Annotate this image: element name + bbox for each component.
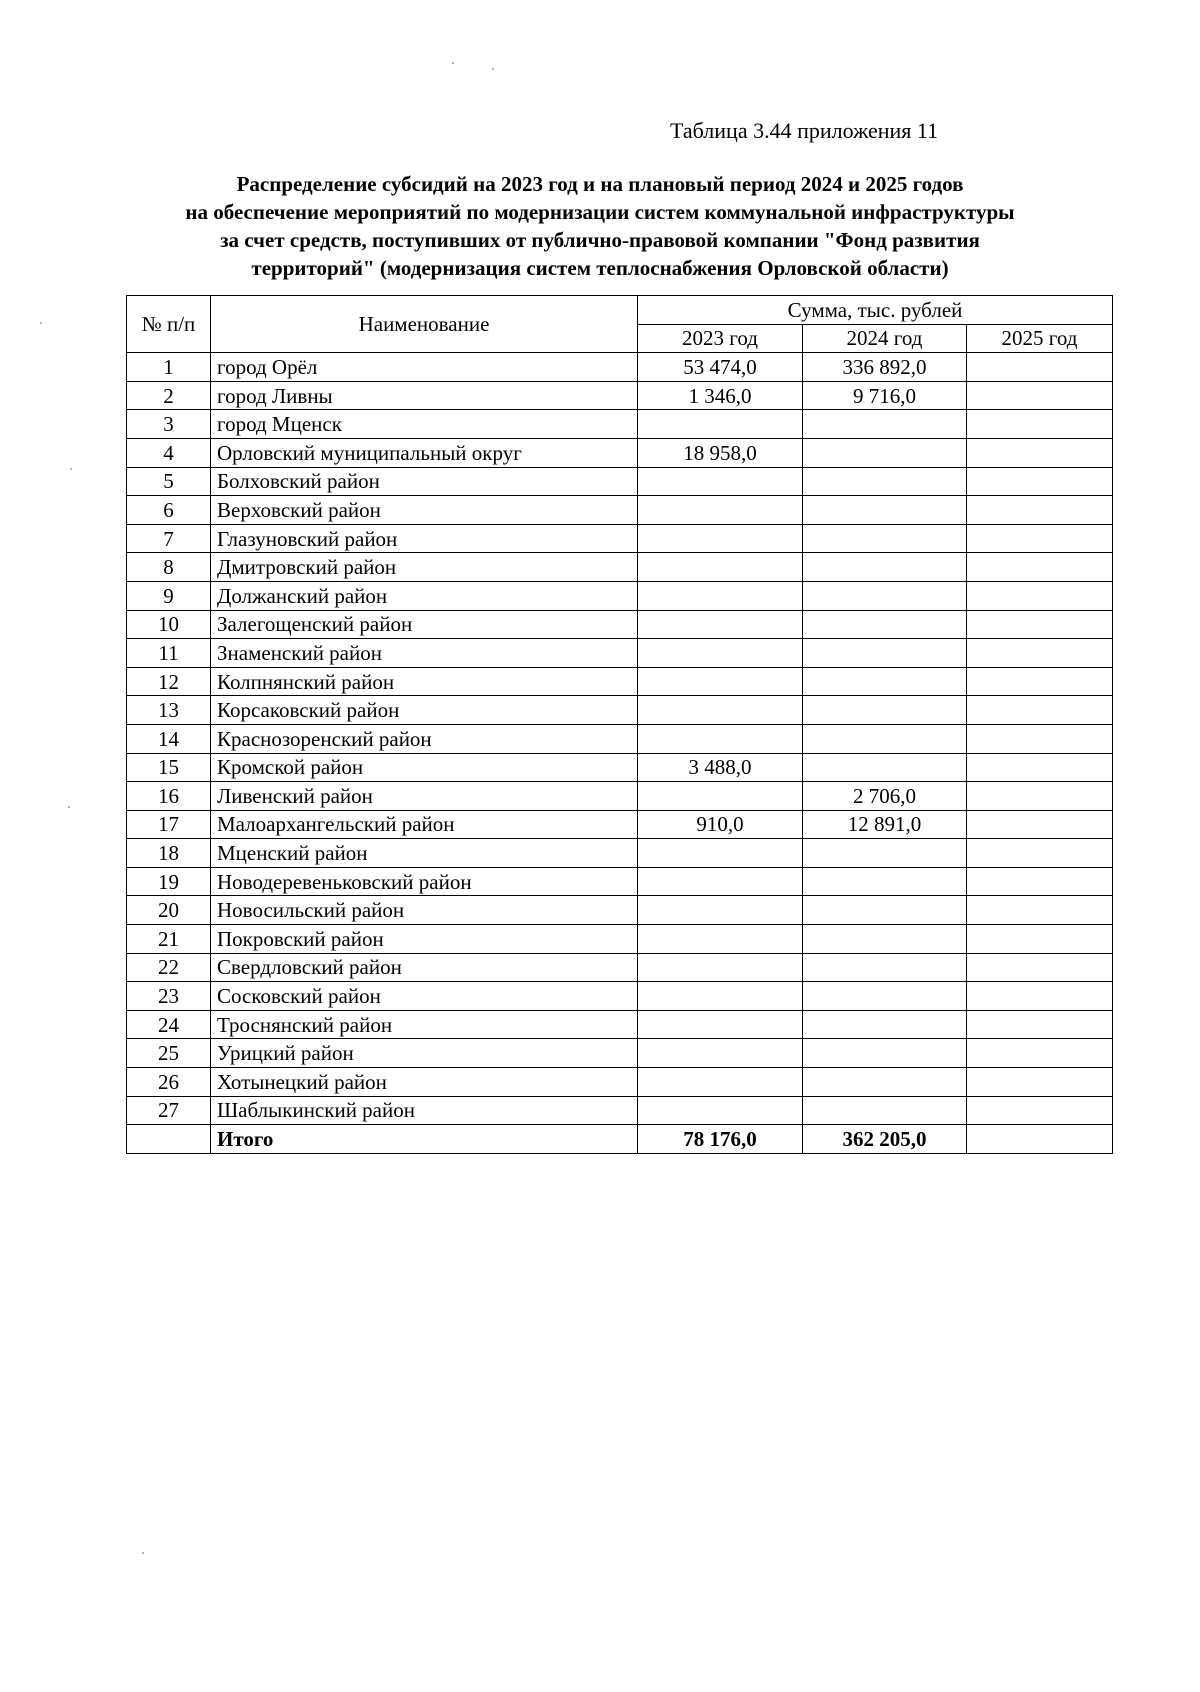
row-value-2025 (967, 410, 1113, 439)
table-row (127, 438, 1113, 467)
row-number: 9 (127, 581, 211, 610)
row-value-2025 (967, 839, 1113, 868)
row-number: 27 (127, 1096, 211, 1125)
row-value-2023 (638, 610, 803, 639)
scan-speck (142, 1552, 144, 1554)
row-name: Краснозоренский район (211, 724, 638, 753)
table-row (127, 867, 1113, 896)
row-value-2023 (638, 639, 803, 668)
header-number: № п/п (127, 296, 211, 353)
row-name: Мценский район (211, 839, 638, 868)
scan-speck (70, 468, 72, 470)
row-value-2023: 1 346,0 (638, 381, 803, 410)
table-row (127, 1068, 1113, 1097)
row-name: Троснянский район (211, 1010, 638, 1039)
row-number: 20 (127, 896, 211, 925)
row-name: Орловский муниципальный округ (211, 438, 638, 467)
row-value-2024 (803, 667, 967, 696)
row-value-2023 (638, 696, 803, 725)
scan-speck (40, 322, 42, 324)
row-name: Глазуновский район (211, 524, 638, 553)
row-name: Малоархангельский район (211, 810, 638, 839)
row-value-2025 (967, 810, 1113, 839)
row-value-2025 (967, 639, 1113, 668)
table-row (127, 581, 1113, 610)
table-row (127, 896, 1113, 925)
row-number: 21 (127, 925, 211, 954)
row-value-2024 (803, 1096, 967, 1125)
row-value-2024 (803, 839, 967, 868)
table-reference: Таблица 3.44 приложения 11 (670, 118, 939, 143)
row-value-2023 (638, 467, 803, 496)
row-name: Залегощенский район (211, 610, 638, 639)
subsidy-table (126, 295, 1113, 1154)
row-name: Болховский район (211, 467, 638, 496)
row-value-2024 (803, 753, 967, 782)
row-value-2025 (967, 1039, 1113, 1068)
row-value-2024 (803, 696, 967, 725)
row-value-2025 (967, 667, 1113, 696)
row-name: Колпнянский район (211, 667, 638, 696)
row-value-2024 (803, 467, 967, 496)
row-value-2023 (638, 867, 803, 896)
total-2025 (967, 1125, 1113, 1154)
row-value-2024 (803, 925, 967, 954)
row-value-2024 (803, 867, 967, 896)
row-number: 2 (127, 381, 211, 410)
row-value-2024: 2 706,0 (803, 782, 967, 811)
row-value-2023: 18 958,0 (638, 438, 803, 467)
row-value-2024: 336 892,0 (803, 353, 967, 382)
row-number: 1 (127, 353, 211, 382)
table-row (127, 467, 1113, 496)
row-value-2024 (803, 982, 967, 1011)
title-line: за счет средств, поступивших от публично-правовой компании "Фонд развития (220, 228, 980, 252)
row-value-2023 (638, 1068, 803, 1097)
table-row (127, 696, 1113, 725)
row-value-2024 (803, 410, 967, 439)
total-row (127, 1125, 1113, 1154)
scan-speck (452, 62, 454, 64)
row-value-2025 (967, 581, 1113, 610)
row-value-2024 (803, 581, 967, 610)
table-row (127, 667, 1113, 696)
title-line: Распределение субсидий на 2023 год и на плановый период 2024 и 2025 годов (236, 172, 964, 196)
row-value-2025 (967, 438, 1113, 467)
row-name: город Мценск (211, 410, 638, 439)
table-row (127, 381, 1113, 410)
table-row (127, 524, 1113, 553)
row-number: 16 (127, 782, 211, 811)
row-value-2023 (638, 1039, 803, 1068)
row-name: Свердловский район (211, 953, 638, 982)
row-number: 26 (127, 1068, 211, 1097)
row-number: 19 (127, 867, 211, 896)
table-row (127, 953, 1113, 982)
row-value-2025 (967, 610, 1113, 639)
row-number: 10 (127, 610, 211, 639)
row-name: Урицкий район (211, 1039, 638, 1068)
scan-speck (492, 68, 494, 70)
row-value-2024 (803, 1010, 967, 1039)
total-2024: 362 205,0 (803, 1125, 967, 1154)
row-value-2025 (967, 524, 1113, 553)
row-number: 24 (127, 1010, 211, 1039)
row-value-2024 (803, 1039, 967, 1068)
row-number: 3 (127, 410, 211, 439)
row-value-2025 (967, 724, 1113, 753)
row-name: Новодеревеньковский район (211, 867, 638, 896)
total-number (127, 1125, 211, 1154)
row-value-2023: 910,0 (638, 810, 803, 839)
row-value-2024 (803, 438, 967, 467)
total-label: Итого (211, 1125, 638, 1154)
row-number: 6 (127, 496, 211, 525)
row-value-2025 (967, 553, 1113, 582)
row-value-2024 (803, 610, 967, 639)
row-name: Корсаковский район (211, 696, 638, 725)
header-sum: Сумма, тыс. рублей (638, 296, 1113, 325)
title-line: территорий" (модернизация систем теплоснабжения Орловской области) (251, 256, 949, 280)
row-name: Знаменский район (211, 639, 638, 668)
row-number: 13 (127, 696, 211, 725)
row-value-2023: 53 474,0 (638, 353, 803, 382)
row-value-2023 (638, 553, 803, 582)
row-number: 4 (127, 438, 211, 467)
row-number: 15 (127, 753, 211, 782)
row-number: 17 (127, 810, 211, 839)
row-name: Верховский район (211, 496, 638, 525)
table-row (127, 1010, 1113, 1039)
row-value-2024 (803, 896, 967, 925)
row-name: Новосильский район (211, 896, 638, 925)
row-value-2025 (967, 782, 1113, 811)
row-value-2024: 12 891,0 (803, 810, 967, 839)
document-title (100, 170, 1100, 282)
scan-speck (68, 806, 70, 808)
total-2023: 78 176,0 (638, 1125, 803, 1154)
row-value-2025 (967, 953, 1113, 982)
row-name: город Орёл (211, 353, 638, 382)
table-row (127, 353, 1113, 382)
header-year-2025: 2025 год (967, 324, 1113, 353)
row-value-2023 (638, 496, 803, 525)
table-row (127, 753, 1113, 782)
row-name: Дмитровский район (211, 553, 638, 582)
row-number: 14 (127, 724, 211, 753)
row-value-2025 (967, 1068, 1113, 1097)
row-value-2023 (638, 782, 803, 811)
row-value-2024 (803, 496, 967, 525)
row-value-2025 (967, 896, 1113, 925)
row-name: город Ливны (211, 381, 638, 410)
row-value-2023 (638, 724, 803, 753)
table-row (127, 1096, 1113, 1125)
row-name: Ливенский район (211, 782, 638, 811)
title-line: на обеспечение мероприятий по модернизации систем коммунальной инфраструктуры (185, 200, 1015, 224)
table-row (127, 724, 1113, 753)
row-value-2023 (638, 953, 803, 982)
row-value-2025 (967, 1010, 1113, 1039)
row-number: 8 (127, 553, 211, 582)
row-value-2025 (967, 925, 1113, 954)
row-name: Хотынецкий район (211, 1068, 638, 1097)
header-year-2024: 2024 год (803, 324, 967, 353)
row-value-2023 (638, 925, 803, 954)
table-row (127, 1039, 1113, 1068)
table-row (127, 982, 1113, 1011)
row-value-2025 (967, 982, 1113, 1011)
row-value-2025 (967, 381, 1113, 410)
row-value-2025 (967, 753, 1113, 782)
row-name: Должанский район (211, 581, 638, 610)
row-value-2024 (803, 639, 967, 668)
row-value-2023 (638, 1096, 803, 1125)
row-number: 12 (127, 667, 211, 696)
row-value-2023 (638, 1010, 803, 1039)
row-value-2023 (638, 581, 803, 610)
row-value-2024 (803, 724, 967, 753)
table-row (127, 496, 1113, 525)
row-number: 23 (127, 982, 211, 1011)
row-number: 18 (127, 839, 211, 868)
row-number: 22 (127, 953, 211, 982)
row-value-2025 (967, 496, 1113, 525)
row-name: Сосковский район (211, 982, 638, 1011)
row-value-2024: 9 716,0 (803, 381, 967, 410)
row-name: Кромской район (211, 753, 638, 782)
row-value-2025 (967, 696, 1113, 725)
table-row (127, 553, 1113, 582)
row-number: 5 (127, 467, 211, 496)
row-value-2024 (803, 1068, 967, 1097)
table-row (127, 782, 1113, 811)
row-value-2025 (967, 1096, 1113, 1125)
row-value-2023 (638, 667, 803, 696)
row-value-2023: 3 488,0 (638, 753, 803, 782)
table-row (127, 839, 1113, 868)
table-row (127, 639, 1113, 668)
row-value-2024 (803, 553, 967, 582)
row-value-2023 (638, 524, 803, 553)
row-number: 7 (127, 524, 211, 553)
row-name: Покровский район (211, 925, 638, 954)
row-value-2023 (638, 982, 803, 1011)
header-name: Наименование (211, 296, 638, 353)
table-row (127, 925, 1113, 954)
row-value-2024 (803, 953, 967, 982)
row-value-2023 (638, 410, 803, 439)
table-row (127, 610, 1113, 639)
row-value-2023 (638, 896, 803, 925)
header-year-2023: 2023 год (638, 324, 803, 353)
row-value-2025 (967, 467, 1113, 496)
row-value-2025 (967, 353, 1113, 382)
table-row (127, 810, 1113, 839)
table-row (127, 410, 1113, 439)
row-value-2023 (638, 839, 803, 868)
row-number: 25 (127, 1039, 211, 1068)
row-name: Шаблыкинский район (211, 1096, 638, 1125)
row-value-2024 (803, 524, 967, 553)
row-value-2025 (967, 867, 1113, 896)
row-number: 11 (127, 639, 211, 668)
